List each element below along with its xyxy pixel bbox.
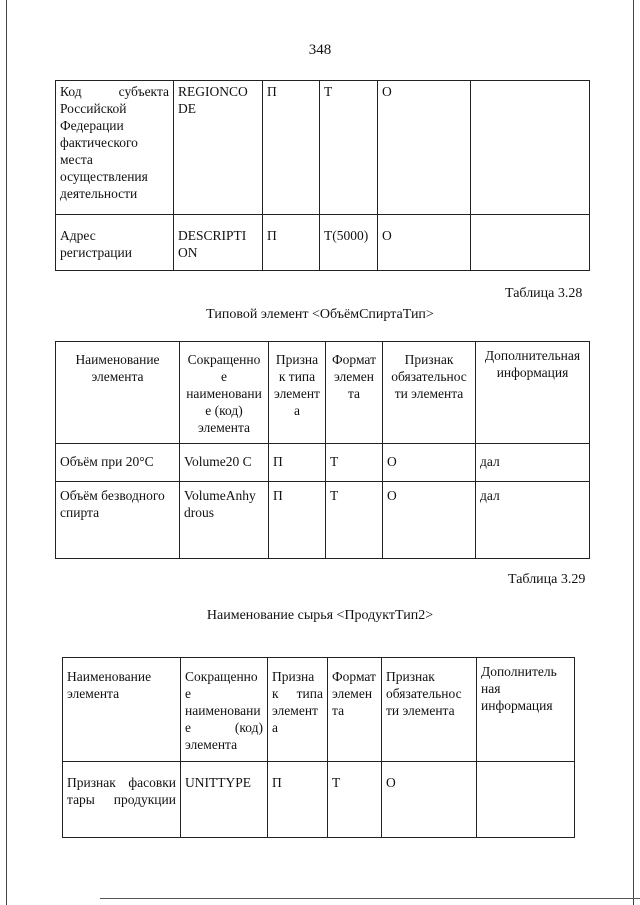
header-type-flag: Призна к типа элемент а	[269, 342, 326, 444]
header-code: Сокращенно е наименовани е (код) элемента	[180, 342, 269, 444]
cell-extra-info	[477, 762, 575, 838]
cell-code: VolumeAnhy drous	[180, 482, 269, 559]
cell-format: Т	[326, 482, 383, 559]
table-row	[63, 762, 575, 838]
cell-format: Т(5000)	[320, 215, 378, 271]
cell-required: О	[383, 482, 476, 559]
cell-element-name: Код субъекта Российской Федерации фактического места осуществления деятельности	[56, 81, 174, 215]
table-row	[56, 482, 590, 559]
scan-edge-right	[633, 0, 634, 905]
cell-code: Volume20 C	[180, 444, 269, 482]
header-format: Формат элемен та	[328, 658, 382, 762]
cell-required: О	[383, 444, 476, 482]
cell-code: REGIONCO DE	[174, 81, 263, 215]
table-continuation	[55, 80, 590, 271]
table-3-29	[62, 657, 575, 838]
cell-element-name: Признак фасовки тары продукции	[63, 762, 181, 838]
scan-edge-bottom	[100, 898, 640, 899]
table-row	[56, 215, 590, 271]
table-row	[56, 444, 590, 482]
cell-element-name: Адрес регистрации	[56, 215, 174, 271]
cell-required: О	[378, 215, 471, 271]
table-caption-number: Таблица 3.28	[505, 286, 583, 301]
header-format: Формат элемен та	[326, 342, 383, 444]
header-element-name: Наименование элемента	[56, 342, 180, 444]
cell-extra-info: дал	[476, 482, 590, 559]
header-type-flag: Призна к типа элемент а	[268, 658, 328, 762]
cell-format: Т	[320, 81, 378, 215]
header-code: Сокращенно е наименовани е (код) элемента	[181, 658, 268, 762]
cell-type-flag: П	[269, 444, 326, 482]
cell-code: UNITTYPE	[181, 762, 268, 838]
header-required: Признак обязательнос ти элемента	[382, 658, 477, 762]
cell-format: Т	[326, 444, 383, 482]
cell-required: О	[382, 762, 477, 838]
cell-code: DESCRIPTI ON	[174, 215, 263, 271]
header-element-name: Наименование элемента	[63, 658, 181, 762]
table-title: Наименование сырья <ПродуктТип2>	[206, 608, 434, 623]
cell-type-flag: П	[268, 762, 328, 838]
table-caption-number: Таблица 3.29	[508, 572, 586, 587]
header-extra-info: Дополнитель ная информация	[477, 658, 575, 762]
cell-element-name: Объём при 20°С	[56, 444, 180, 482]
cell-type-flag: П	[269, 482, 326, 559]
cell-required: О	[378, 81, 471, 215]
cell-element-name: Объём безводного спирта	[56, 482, 180, 559]
cell-format: Т	[328, 762, 382, 838]
header-extra-info: Дополнительная информация	[476, 342, 590, 444]
table-header-row	[63, 658, 575, 762]
scan-edge-left	[6, 0, 7, 905]
cell-type-flag: П	[263, 81, 320, 215]
table-title: Типовой элемент <ОбъёмСпиртаТип>	[206, 307, 434, 322]
cell-extra-info	[471, 215, 590, 271]
table-row	[56, 81, 590, 215]
header-required: Признак обязательнос ти элемента	[383, 342, 476, 444]
page-number: 348	[308, 42, 332, 58]
table-3-28	[55, 341, 590, 559]
table-header-row	[56, 342, 590, 444]
cell-extra-info: дал	[476, 444, 590, 482]
cell-type-flag: П	[263, 215, 320, 271]
cell-extra-info	[471, 81, 590, 215]
